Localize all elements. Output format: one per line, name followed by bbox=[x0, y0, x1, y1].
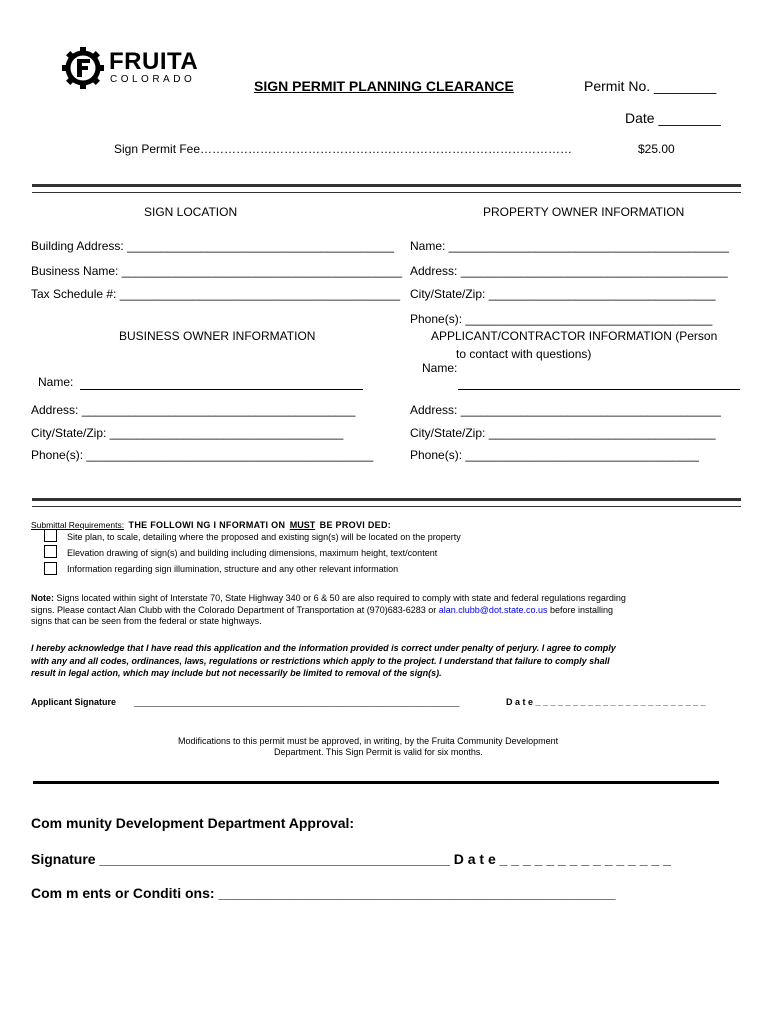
modifications-line1: Modifications to this permit must be approved, in writing, by the Fruita Community Development bbox=[178, 736, 559, 746]
property-owner-address-field[interactable]: Address: ________________________________________ bbox=[410, 264, 728, 278]
note-label: Note: bbox=[31, 593, 54, 603]
requirement-item: Elevation drawing of sign(s) and building including dimensions, maximum height, text/content bbox=[67, 548, 438, 558]
logo bbox=[62, 45, 212, 91]
page-title: SIGN PERMIT PLANNING CLEARANCE bbox=[254, 78, 514, 94]
applicant-name-label: Name: bbox=[422, 361, 458, 375]
property-owner-name-field[interactable]: Name: __________________________________________ bbox=[410, 239, 729, 253]
logo-subtitle: COLORADO bbox=[110, 74, 196, 85]
requirements-label: Submittal Requirements: bbox=[31, 520, 125, 530]
business-owner-name-label: Name: bbox=[38, 375, 74, 389]
requirements-heading-a: THE FOLLOWI NG I NFORMATI ON bbox=[128, 520, 286, 530]
note-line1 bbox=[31, 593, 626, 603]
business-owner-address-field[interactable]: Address: _________________________________________ bbox=[31, 403, 356, 417]
section-divider-2 bbox=[32, 498, 741, 507]
acknowledgement-line1: I hereby acknowledge that I have read this application and the information provided is correct under penalty of perjury. I agree to comply bbox=[31, 643, 616, 653]
building-address-field[interactable]: Building Address: ________________________________________ bbox=[31, 239, 395, 253]
fee-label: Sign Permit Fee………………………………………………………………………………… bbox=[114, 142, 573, 156]
note-text-2a: signs. Please contact Alan Clubb with the Colorado Department of Transportation at (970)683-6283 or bbox=[31, 605, 437, 615]
applicant-signature-line[interactable]: _________________________________________________________________ bbox=[134, 697, 460, 707]
acknowledgement-line2: with any and all codes, ordinances, laws, regulations or restrictions which apply to the project. I understand that failure to comply shall bbox=[31, 656, 610, 666]
applicant-address-field[interactable]: Address: _______________________________________ bbox=[410, 403, 721, 417]
approval-divider bbox=[33, 781, 719, 784]
applicant-heading-line2: to contact with questions) bbox=[456, 347, 592, 361]
fruita-gear-icon bbox=[62, 47, 104, 89]
note-text-2b: before installing bbox=[549, 605, 614, 615]
applicant-heading-line1: APPLICANT/CONTRACTOR INFORMATION (Person bbox=[431, 329, 718, 343]
note-text-3: signs that can be seen from the federal or state highways. bbox=[31, 616, 262, 626]
property-owner-phone-field[interactable]: Phone(s): _____________________________________ bbox=[410, 312, 713, 326]
business-owner-phone-field[interactable]: Phone(s): ___________________________________________ bbox=[31, 448, 374, 462]
site-plan-checkbox[interactable] bbox=[44, 529, 57, 542]
applicant-phone-field[interactable]: Phone(s): ___________________________________ bbox=[410, 448, 699, 462]
applicant-signature-label: Applicant Signature bbox=[31, 697, 117, 707]
business-name-field[interactable]: Business Name: __________________________________________ bbox=[31, 264, 403, 278]
business-owner-heading: BUSINESS OWNER INFORMATION bbox=[119, 329, 316, 343]
requirements-heading-b: BE PROVI DED: bbox=[319, 520, 392, 530]
property-owner-heading: PROPERTY OWNER INFORMATION bbox=[483, 205, 685, 219]
requirements-heading-must: MUST bbox=[289, 520, 316, 530]
modifications-line2: Department. This Sign Permit is valid for six months. bbox=[274, 747, 483, 757]
illumination-info-checkbox[interactable] bbox=[44, 562, 57, 575]
business-owner-city-field[interactable]: City/State/Zip: ___________________________________ bbox=[31, 426, 344, 440]
applicant-name-line[interactable] bbox=[458, 389, 740, 390]
approval-title: Com munity Development Department Approval: bbox=[31, 815, 355, 831]
permit-number: Permit No. ________ bbox=[584, 78, 717, 94]
logo-name: FRUITA bbox=[109, 48, 199, 75]
business-owner-name-line[interactable] bbox=[80, 389, 363, 390]
note-text-1: Signs located within sight of Interstate 70, State Highway 340 or 6 & 50 are also required to comply with state and federal regulations regarding bbox=[56, 593, 626, 603]
requirements-heading bbox=[31, 515, 391, 533]
applicant-city-field[interactable]: City/State/Zip: __________________________________ bbox=[410, 426, 716, 440]
requirement-item: Information regarding sign illumination, structure and any other relevant information bbox=[67, 564, 399, 574]
email-link[interactable]: alan.clubb@dot.state.co.us bbox=[438, 605, 548, 615]
applicant-signature-date[interactable]: D a t e _ _ _ _ _ _ _ _ _ _ _ _ _ _ _ _ _ _ _ _ _ _ _ bbox=[506, 697, 706, 707]
fee-amount: $25.00 bbox=[638, 142, 675, 156]
permit-date: Date ________ bbox=[625, 110, 721, 126]
tax-schedule-field[interactable]: Tax Schedule #: __________________________________________ bbox=[31, 287, 401, 301]
approval-signature-line[interactable]: Signature _____________________________________________ D a t e _ _ _ _ _ _ _ _ _ _ _ _ _ _ _ bbox=[31, 851, 671, 867]
approval-comments-line[interactable]: Com m ents or Conditi ons: ___________________________________________________ bbox=[31, 885, 616, 901]
requirement-item: Site plan, to scale, detailing where the proposed and existing sign(s) will be located on the property bbox=[67, 532, 461, 542]
acknowledgement-line3: result in legal action, which may include but not necessarily be limited to removal of the sign(s). bbox=[31, 668, 442, 678]
property-owner-city-field[interactable]: City/State/Zip: __________________________________ bbox=[410, 287, 716, 301]
section-divider bbox=[32, 184, 741, 193]
sign-location-heading: SIGN LOCATION bbox=[144, 205, 238, 219]
elevation-drawing-checkbox[interactable] bbox=[44, 545, 57, 558]
note-line2 bbox=[31, 605, 613, 615]
